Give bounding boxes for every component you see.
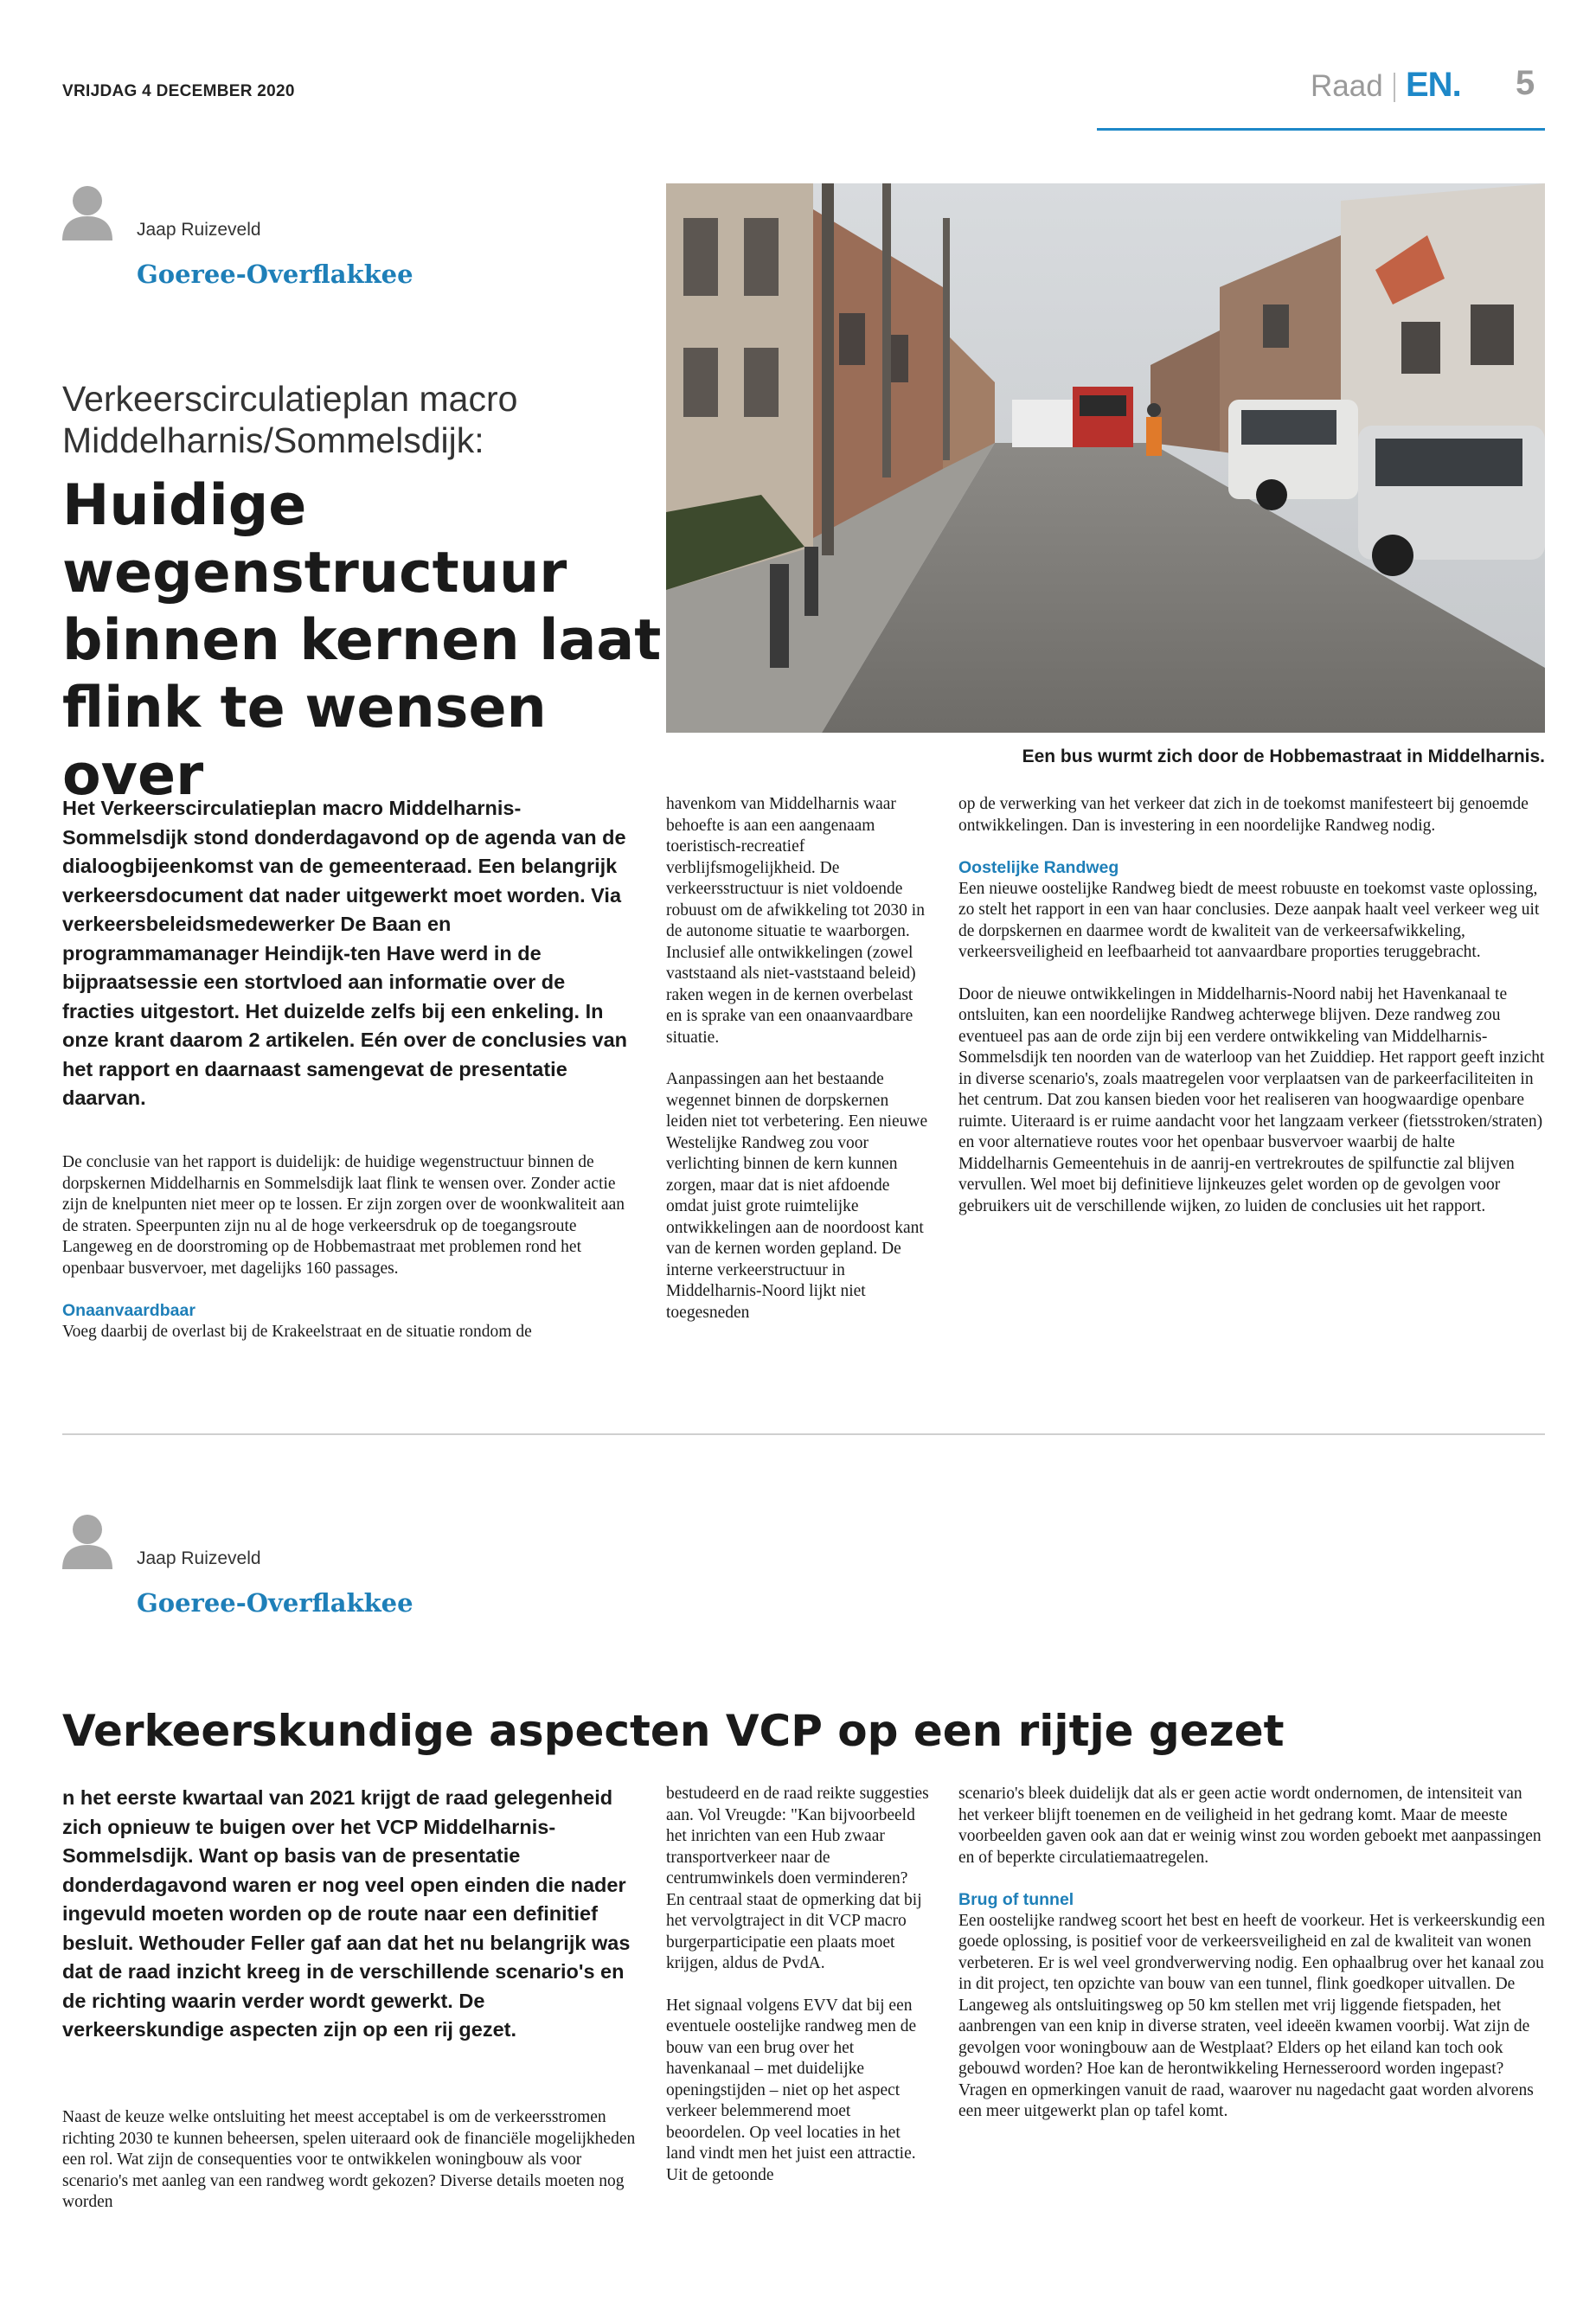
author-avatar-icon — [62, 1512, 112, 1569]
body-paragraph: bestudeerd en de raad reikte suggesties aan. Vol Vreugde: "Kan bijvoorbeeld het inrichten van een Hub zwaar transportverkeer naar de centrumwinkels doen verminderen? En centraal staat de opmerking dat bij het vervolgtraject in dit VCP macro burgerparticipatie een plaats moet krijgen, aldus de PvdA. — [666, 1785, 929, 1972]
subheading: Brug of tunnel — [958, 1890, 1074, 1909]
article-column-2 — [666, 1784, 930, 2186]
region-label: Goeree-Overflakkee — [137, 1588, 413, 1618]
author-avatar-icon — [62, 183, 112, 240]
body-paragraph: Voeg daarbij de overlast bij de Krakeelstraat en de situatie rondom de — [62, 1322, 532, 1341]
article-column-3 — [958, 1784, 1547, 2123]
section-label: Raad — [1311, 69, 1383, 103]
page-date: VRIJDAG 4 DECEMBER 2020 — [62, 82, 295, 100]
body-paragraph: op de verwerking van het verkeer dat zich in de toekomst manifesteert bij genoemde ontwikkelingen. Dan is investering in een noordelijke Randweg nodig. — [958, 795, 1529, 835]
photo-caption: Een bus wurmt zich door de Hobbemastraat in Middelharnis. — [1022, 747, 1545, 766]
page-number: 5 — [1516, 64, 1535, 102]
article-column-3 — [958, 794, 1547, 1217]
article-headline: Huidige wegenstructuur binnen kernen laat flink te wensen over — [62, 473, 662, 808]
article-lead: n het eerste kwartaal van 2021 krijgt de raad gelegenheid zich opnieuw te buigen over het VCP Middelharnis-Sommelsdijk. Want op basis van de presentatie donderdagavond waren er nog veel open einden die nader ingevuld moeten worden op de route naar een definitief besluit. Wethouder Feller gaf aan dat het nu belangrijk was dat de raad inzicht kreeg in de verschillende scenario's en de richting waarin verder wordt gewerkt. De verkeerskundige aspecten zijn op een rij gezet. — [62, 1786, 631, 2041]
body-paragraph: havenkom van Middelharnis waar behoefte is aan een aangenaam toeristisch-recreatief verblijfsmogelijkheid. De verkeersstructuur is niet voldoende robuust om de afwikkeling tot 2030 in de autonome situatie te waarborgen. Inclusief alle ontwikkelingen (zowel vaststaand als niet-vaststaand beleid) raken wegen in de kernen overbelast en is sprake van een onaanvaardbare situatie. — [666, 795, 925, 1047]
subheading: Oostelijke Randweg — [958, 858, 1119, 877]
subheading: Onaanvaardbaar — [62, 1301, 195, 1320]
article-lead: Het Verkeerscirculatieplan macro Middelharnis-Sommelsdijk stond donderdagavond op de agenda van de dialoogbijeenkomst van de gemeenteraad. Een belangrijk verkeersdocument dat nader uitgewerkt moet worden. Via verkeersbeleidsmedewerker De Baan en programmamanager Heindijk-ten Have werd in de bijpraatsessie een stortvloed aan informatie over de fracties uitgestort. Het duizelde zelfs bij een enkeling. In onze krant daarom 2 artikelen. Eén over de conclusies van het rapport en daarnaast samengevat de presentatie daarvan. — [62, 797, 628, 1109]
body-paragraph: Een oostelijke randweg scoort het best en heeft de voorkeur. Het is verkeerskundig een goede oplossing, is positief voor de verkeersveiligheid en zal de kwaliteit van wonen verbeteren. Er is wel veel grondverwerving nodig. Een ophaalbrug over het kanaal zou in dit project, ten opzichte van bouw van een tunnel, flink goedkoper uitvallen. De Langeweg als ontsluitingsweg op 50 km stellen met vrij liggende fietspaden, het aanbrengen van een knip in diverse straten, veel ideeën kwamen voorbij. Wat zijn de gevolgen voor woningbouw aan de Westplaat? Elders op het eiland kan toch ook gebouwd worden? Hoe kan de herontwikkeling Hernesseroord worden ingepast? Vragen en opmerkingen vanuit de raad, waarover nu nagedacht gaat worden alvorens een meer uitgewerkt plan op tafel komt. — [958, 1911, 1545, 2120]
body-paragraph: Het signaal volgens EVV dat bij een eventuele oostelijke randweg men de bouw van een brug over het havenkanaal – met duidelijke openingstijden – niet op het aspect verkeer belemmerend moet beoordelen. Op veel locaties in het land vindt men het juist een attractie. Uit de getoonde — [666, 1996, 917, 2184]
article-column-1 — [62, 2107, 638, 2214]
article-column-2 — [666, 794, 930, 1324]
body-paragraph: Een nieuwe oostelijke Randweg biedt de meest robuuste en toekomst vaste oplossing, zo stelt het rapport in een van haar conclusies. Deze aanpak haalt veel verkeer weg uit de dorpskernen en daarmee wordt de kwaliteit van de verkeersafwikkeling, verkeersveiligheid en leefbaarheid tot aanvaardbare proporties teruggebracht. — [958, 879, 1540, 961]
street-photo — [666, 183, 1545, 733]
region-label: Goeree-Overflakkee — [137, 260, 413, 289]
article-divider — [62, 1433, 1545, 1435]
article-headline: Verkeerskundige aspecten VCP op een rijtje gezet — [62, 1706, 1285, 1756]
body-paragraph: De conclusie van het rapport is duidelijk: de huidige wegenstructuur binnen de dorpskernen Middelharnis en Sommelsdijk laat flink te wensen over. Zonder actie zijn de knelpunten niet meer op te lossen. Er zijn zorgen over de woonkwaliteit aan de straten. Speerpunten zijn nu al de hoge verkeersdruk op de toegangsroute Langeweg en de doorstroming op de Hobbemastraat met problemen rond het openbaar busvervoer, met dagelijks 160 passages. — [62, 1153, 625, 1278]
header-rule — [1097, 128, 1545, 131]
article-kicker: Verkeerscirculatieplan macro Middelharnis/Sommelsdijk: — [62, 379, 518, 460]
body-paragraph: Door de nieuwe ontwikkelingen in Middelharnis-Noord nabij het Havenkanaal te ontsluiten, kan een noordelijke Randweg achterwege blijven. Deze randweg zou eventueel pas aan de orde zijn bij een verdere ontwikkeling van Middelharnis-Sommelsdijk ten noorden van de waterloop van het Zuiddiep. Het rapport geeft inzicht in diverse scenario's, zoals maatregelen voor verplaatsen van de parkeerfaciliteiten in het centrum. Dat zou kansen bieden voor het realiseren van hoogwaardige openbare ruimte. Uiteraard is er ruime aandacht voor het langzaam verkeer (fietsstroken/straten) en voor alternatieve routes voor het openbaar busvervoer waarbij de halte Middelharnis Gemeentehuis in de aanrij-en vertrekroutes de spilfunctie zal blijven vervullen. Wel moet bij definitieve lijnkeuzes gelet worden op de gevolgen voor gebruikers uit de verschillende wijken, zo luiden de conclusies uit het rapport. — [958, 984, 1545, 1215]
author-name: Jaap Ruizeveld — [137, 1548, 261, 1568]
header-separator — [1394, 73, 1395, 102]
newspaper-logo: EN. — [1406, 66, 1461, 104]
body-paragraph: Aanpassingen aan het bestaande wegennet binnen de dorpskernen leiden niet tot verbetering. Een nieuwe Westelijke Randweg zou voor verlichting binnen de kern kunnen zorgen, maar dat is niet afdoende omdat juist grote ruimtelijke ontwikkelingen aan de noordoost kant van de kernen worden gepland. De interne verkeerstructuur in Middelharnis-Noord lijkt niet toegesneden — [666, 1070, 928, 1322]
body-paragraph: scenario's bleek duidelijk dat als er geen actie wordt ondernomen, de intensiteit van het verkeer blijft toenemen en de veiligheid in het gedrang komt. Maar de meeste voorbeelden gaven ook aan dat er weinig winst zou worden geboekt met aanpassingen en of beperkte circulatiemaatregelen. — [958, 1785, 1542, 1867]
article-column-1 — [62, 1152, 638, 1343]
body-paragraph: Naast de keuze welke ontsluiting het meest acceptabel is om de verkeersstromen richting 2030 te kunnen beheersen, spelen uiteraard ook de financiële mogelijkheden een rol. Wat zijn de consequenties voor te ontwikkelen woningbouw als voor scenario's met aanleg van een randweg wordt gekozen? Diverse details moeten nog worden — [62, 2108, 636, 2211]
author-name: Jaap Ruizeveld — [137, 220, 261, 240]
